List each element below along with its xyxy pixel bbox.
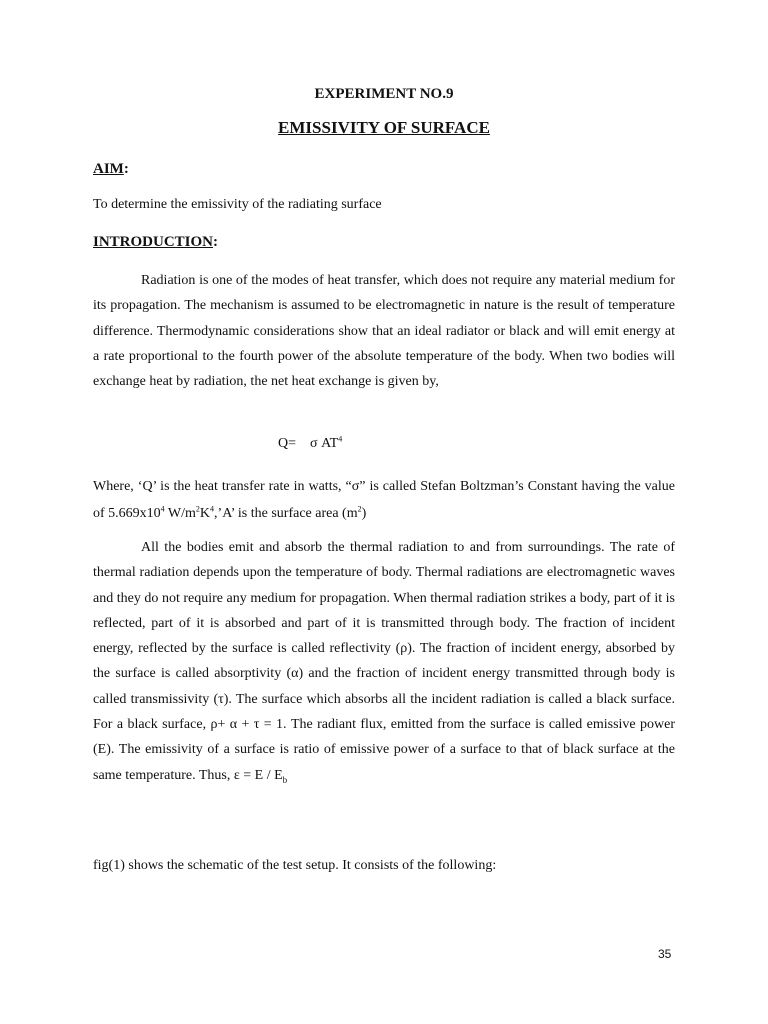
equation-exponent: 4 xyxy=(338,434,343,444)
aim-text: To determine the emissivity of the radiating surface xyxy=(93,197,382,212)
where-part-2: W/m xyxy=(164,506,196,521)
main-title-text: EMISSIVITY OF SURFACE xyxy=(278,118,490,137)
where-part-3: K xyxy=(199,506,211,521)
where-exp-2: 2 xyxy=(195,504,200,514)
aim-heading xyxy=(93,161,129,178)
aim-heading-label: AIM xyxy=(93,161,124,177)
experiment-title: EXPERIMENT NO.9 xyxy=(314,86,454,102)
where-part-4: ,’A’ is the surface area (m xyxy=(214,506,358,521)
introduction-heading-label: INTRODUCTION xyxy=(93,234,214,250)
radiation-equation xyxy=(278,436,342,452)
aim-heading-colon: : xyxy=(123,161,129,177)
page-number: 35 xyxy=(658,947,672,961)
where-definition xyxy=(93,473,675,527)
introduction-heading xyxy=(93,234,218,251)
introduction-paragraph-1: Radiation is one of the modes of heat transfer, which does not require any material medium for its propagation. The mechanism is assumed to be electromagnetic in nature is the result of temperature difference. Thermodynamic considerations show that an ideal radiator or black and will emit energy at a rate proportional to the fourth power of the absolute temperature of the body. When two bodies will exchange heat by radiation, the net heat exchange is given by, xyxy=(93,273,675,390)
paragraph-2-text: All the bodies emit and absorb the thermal radiation to and from surroundings. The rate of thermal radiation depends upon the temperature of body. Thermal radiations are electromagnetic waves and they do not require any medium for propagation. When thermal radiation strikes a body, part of it is reflected, part of it is absorbed and part of it is transmitted through body. The fraction of incident energy, reflected by the surface is called reflectivity (ρ). The fraction of incident energy, absorbed by the surface is called absorptivity (α) and the fraction of incident energy transmitted through body is called transmissivity (τ). The surface which absorbs all the incident radiation is called a black surface. For a black surface, ρ+ α + τ = 1. The radiant flux, emitted from the surface is called emissive power (E). The emissivity of a surface is ratio of emissive power of a surface to that of black surface at the same temperature. Thus, ε = E / E xyxy=(93,540,675,783)
introduction-paragraph-2 xyxy=(93,535,675,788)
figure-reference-line: fig(1) shows the schematic of the test setup. It consists of the following: xyxy=(93,858,497,873)
where-exp-1: 4 xyxy=(160,504,165,514)
paragraph-2-subscript: b xyxy=(282,774,288,785)
where-part-5: ) xyxy=(361,506,367,521)
equation-rhs: σ AT xyxy=(310,436,339,451)
introduction-heading-colon: : xyxy=(213,234,219,250)
where-exp-3: 4 xyxy=(210,504,215,514)
where-exp-4: 2 xyxy=(357,504,362,514)
where-part-1: Where, ‘Q’ is the heat transfer rate in watts, “σ” is called Stefan Boltzman’s Constant having the value of 5.669x10 xyxy=(93,479,675,521)
main-title xyxy=(0,118,768,138)
equation-lhs: Q= xyxy=(278,436,297,451)
